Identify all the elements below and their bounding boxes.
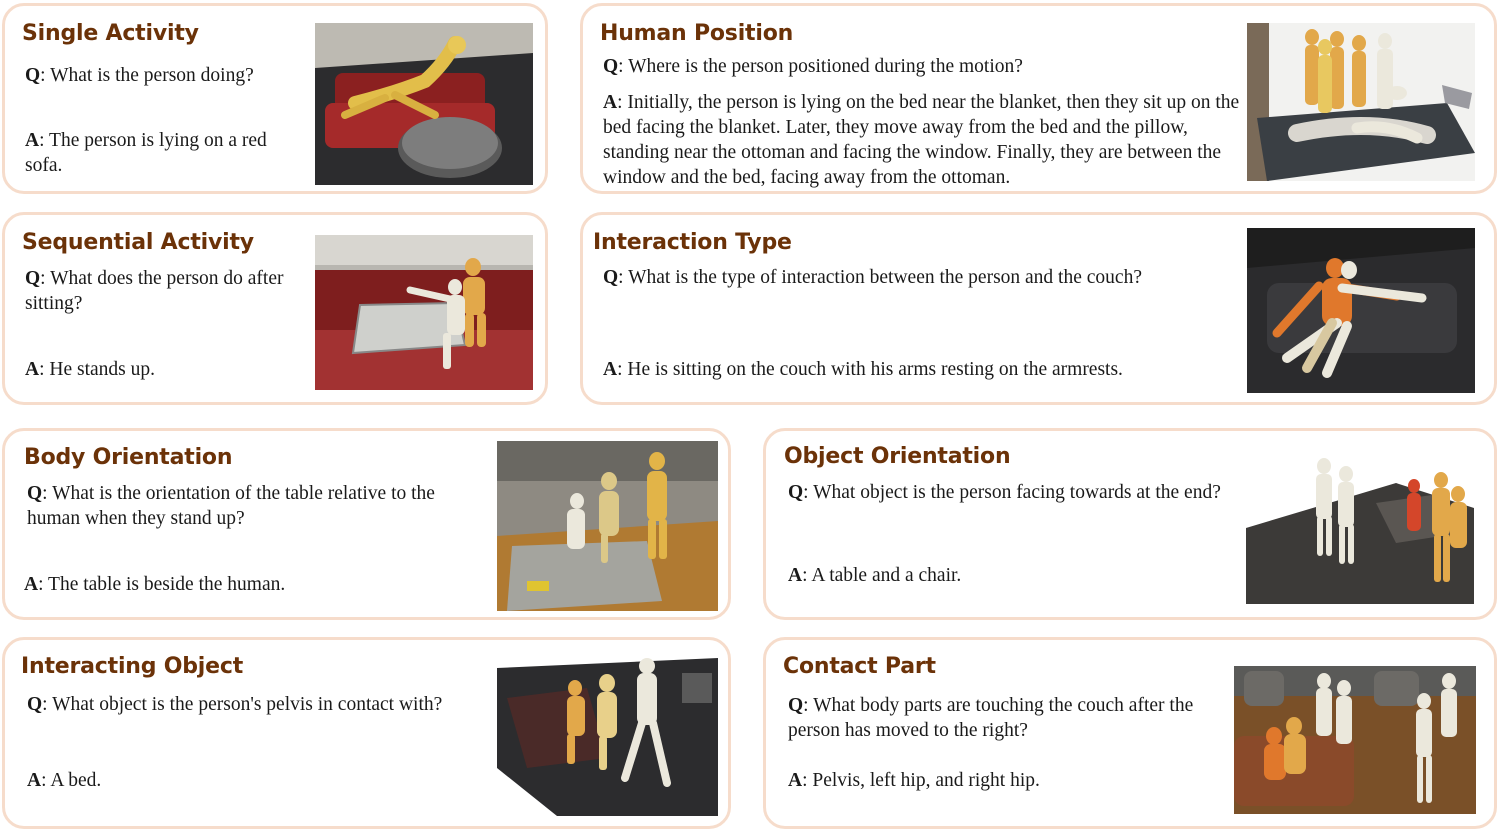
panel-title: Interacting Object (21, 654, 244, 679)
scene-render-image (1234, 666, 1476, 814)
answer-text: A: He stands up. (25, 359, 156, 380)
q-prefix: Q (788, 482, 804, 503)
panel-interaction-type (580, 212, 1497, 405)
question-text: Q: What body parts are touching the couch after the person has moved to the right? (788, 695, 1194, 741)
a-prefix: A (24, 574, 39, 595)
question: What body parts are touching the couch after the person has moved to the right? (788, 695, 1194, 741)
answer: Pelvis, left hip, and right hip. (812, 770, 1040, 791)
panel-body-orientation (2, 428, 731, 620)
answer-text: A: He is sitting on the couch with his arms resting on the armrests. (603, 359, 1123, 380)
answer: Initially, the person is lying on the bed near the blanket, then they sit up on the bed facing the blanket. Later, they move away from the bed and the pillow, standing near the ottoman and facing the window. Finally, they are between the window and the bed, facing away from the ottoman. (603, 92, 1240, 188)
question-text: Q: What is the type of interaction between the person and the couch? (603, 267, 1142, 288)
a-prefix: A (603, 92, 618, 113)
q-prefix: Q (27, 694, 43, 715)
answer-text: A: Pelvis, left hip, and right hip. (788, 770, 1040, 791)
question: What is the orientation of the table relative to the human when they stand up? (27, 483, 435, 529)
answer-text: A: A bed. (27, 770, 102, 791)
a-prefix: A (788, 565, 803, 586)
answer-text: A: A table and a chair. (788, 565, 962, 586)
question: Where is the person positioned during the motion? (628, 56, 1023, 77)
scene-render-image (497, 441, 718, 611)
scene-render-image (315, 23, 533, 185)
panel-title: Object Orientation (784, 444, 1011, 469)
q-prefix: Q (603, 267, 619, 288)
answer-text: A: Initially, the person is lying on the bed near the blanket, then they sit up on the bed facing the blanket. Later, they move away from the bed and the pillow, standing near the ottoman and facing the window. Finally, they are between the window and the bed, facing away from the ottoman. (603, 92, 1240, 188)
answer-text: A: The table is beside the human. (24, 574, 286, 595)
panel-title: Interaction Type (593, 230, 792, 255)
scene-render-image (497, 658, 718, 816)
panel-object-orientation (763, 428, 1497, 620)
panel-sequential-activity (2, 212, 548, 405)
a-prefix: A (25, 130, 40, 151)
q-prefix: Q (25, 268, 41, 289)
question: What is the person doing? (50, 65, 254, 86)
panel-interacting-object (2, 637, 731, 829)
answer: He is sitting on the couch with his arms resting on the armrests. (627, 359, 1123, 380)
scene-render-image (1247, 23, 1475, 181)
q-prefix: Q (603, 56, 619, 77)
question-text: Q: What is the person doing? (25, 65, 254, 86)
scene-render-image (1247, 228, 1475, 393)
a-prefix: A (27, 770, 42, 791)
answer: He stands up. (49, 359, 156, 380)
panel-title: Sequential Activity (22, 230, 254, 255)
scene-render-image (1246, 448, 1474, 604)
question-text: Q: Where is the person positioned during the motion? (603, 56, 1023, 77)
question-text: Q: What object is the person facing towards at the end? (788, 482, 1221, 503)
panel-contact-part (763, 637, 1497, 829)
a-prefix: A (603, 359, 618, 380)
question: What object is the person's pelvis in contact with? (52, 694, 443, 715)
question: What does the person do after sitting? (25, 268, 284, 314)
answer: A bed. (50, 770, 102, 791)
panel-title: Body Orientation (24, 445, 233, 470)
answer: The table is beside the human. (48, 574, 286, 595)
q-prefix: Q (788, 695, 804, 716)
question: What object is the person facing towards at the end? (813, 482, 1221, 503)
question-text: Q: What object is the person's pelvis in contact with? (27, 694, 443, 715)
panel-title: Human Position (600, 21, 794, 46)
q-prefix: Q (25, 65, 41, 86)
answer: The person is lying on a red sofa. (25, 130, 267, 176)
answer-text: A: The person is lying on a red sofa. (25, 130, 267, 176)
panel-human-position (580, 3, 1497, 194)
panel-title: Single Activity (22, 21, 199, 46)
q-prefix: Q (27, 483, 43, 504)
panel-single-activity (2, 3, 548, 194)
question: What is the type of interaction between the person and the couch? (628, 267, 1142, 288)
question-text: Q: What is the orientation of the table relative to the human when they stand up? (27, 483, 435, 529)
panel-title: Contact Part (783, 654, 936, 679)
a-prefix: A (25, 359, 40, 380)
a-prefix: A (788, 770, 803, 791)
scene-render-image (315, 235, 533, 390)
answer: A table and a chair. (811, 565, 962, 586)
question-text: Q: What does the person do after sitting? (25, 268, 284, 314)
